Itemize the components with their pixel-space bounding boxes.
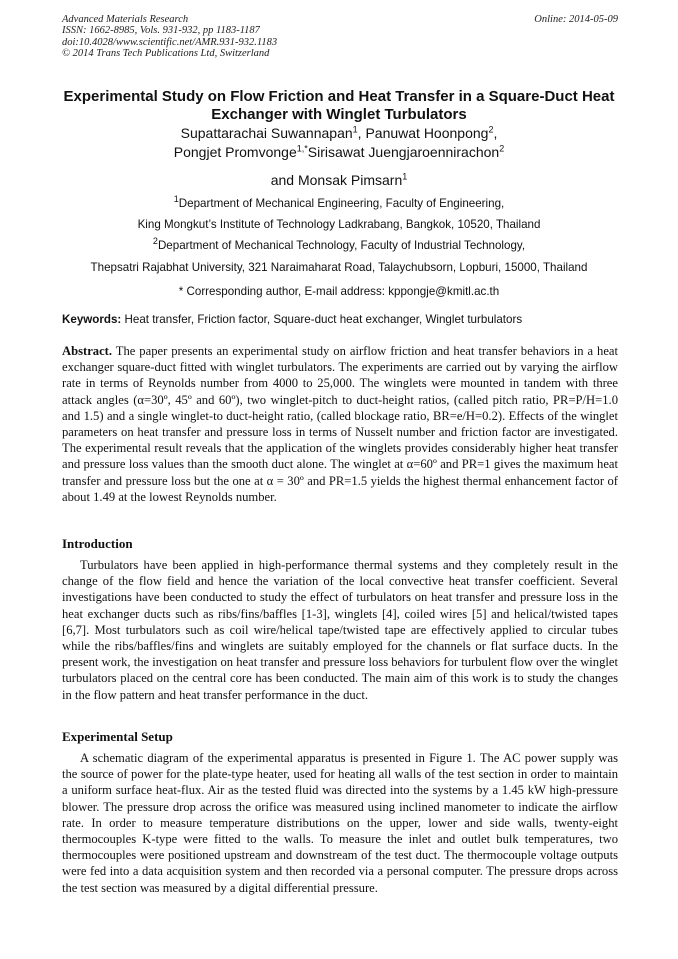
author-separator: , bbox=[493, 125, 498, 141]
affiliations bbox=[30, 193, 648, 278]
affiliation-1-address: King Mongkut’s Institute of Technology Ladkrabang, Bangkok, 10520, Thailand bbox=[137, 218, 541, 232]
section-heading-experimental-setup: Experimental Setup bbox=[62, 729, 173, 744]
keywords bbox=[62, 313, 618, 326]
author-separator: , bbox=[357, 125, 366, 141]
abstract-label: Abstract. bbox=[62, 344, 113, 358]
author-conjunction: and bbox=[270, 172, 298, 188]
author-affil-mark: 2 bbox=[488, 124, 494, 135]
author-affil-mark: 1,* bbox=[296, 143, 308, 154]
section-heading-introduction: Introduction bbox=[62, 536, 133, 551]
affiliation-text: Department of Mechanical Engineering, Faculty of Engineering, bbox=[178, 197, 505, 210]
copyright-line: © 2014 Trans Tech Publications Ltd, Switzerland bbox=[62, 47, 270, 59]
author-affil-mark: 1 bbox=[402, 171, 408, 182]
abstract bbox=[62, 343, 618, 505]
affiliation-text: Department of Mechanical Technology, Faculty of Industrial Technology, bbox=[157, 239, 526, 253]
author-name: Supattarachai Suwannapan bbox=[180, 125, 353, 141]
affiliation-1 bbox=[30, 193, 648, 214]
introduction-paragraph: Turbulators have been applied in high-performance thermal systems and they completely result in the change of the flow field and hence the variation of the local convective heat transfer coefficient. Several investigations have been conducted to study the effect of turbulators on heat transfer and pressure loss in the heat exchanger ducts such as ribs/fins/baffles [1-3], winglets [4], coiled wires [5] and helical/twisted tapes [6,7]. Most turbulators such as coil wire/helical tape/twisted tape are effectively applied to circular tubes while the ribs/baffles/fins and winglets are suitably employed for the channels or flat surface ducts. In the present work, the investigation on heat transfer and pressure loss behaviors for turbulent flow over the winglet turbulators placed on the central core has been conducted. The main aim of this work is to study the changes in the flow pattern and heat transfer performance in the duct. bbox=[62, 558, 618, 702]
affiliation-2-address: Thepsatri Rajabhat University, 321 Naraimaharat Road, Talaychubsorn, Lopburi, 15000, Thailand bbox=[90, 260, 588, 274]
doi-line: doi:10.4028/www.scientific.net/AMR.931-932.1183 bbox=[62, 36, 278, 48]
abstract-text: The paper presents an experimental study on airflow friction and heat transfer behaviors in a heat exchanger square-duct fitted with winglet turbulators. The experiments are carried out by varying the airflow rate in terms of Reynolds number from 4000 to 25,000. The winglets were mounted in tandem with three attack angles (α=30º, 45º and 60º), two winglet-pitch to duct-height ratios, (called pitch ratio, PR=P/H=1.0 and 1.5) and a single winglet-to duct-height ratio, (called blockage ratio, BR=e/H=0.2). Effects of the winglet parameters on heat transfer and pressure loss in terms of Nusselt number and friction factor are investigated. The experimental result reveals that the application of the winglets provides considerably higher heat transfer and pressure loss values than the smooth duct alone. The winglet at α=60º and PR=1 gives the maximum heat transfer and pressure loss but the one at α = 30º and PR=1.5 yields the highest thermal enhancement factor of about 1.49 at the lowest Reynolds number. bbox=[62, 344, 618, 504]
experimental-setup-paragraph: A schematic diagram of the experimental apparatus is presented in Figure 1. The AC power supply was the source of power for the plate-type heater, used for heating all walls of the test section in order to maintain a uniform surface heat-flux. Air as the tested fluid was directed into the systems by a 1.45 kW high-pressure blower. The pressure drop across the orifice was measured using inclined manometer to indicate the airflow rate. In order to measure temperature distributions on the upper, lower and side walls, twenty-eight thermocouples K-type were fitted to the walls. To measure the inlet and outlet bulk temperatures, two thermocouples were positioned upstream and downstream of the test duct. The thermocouple voltage outputs were fed into a data acquisition system and then recorded via a personal computer. The pressure drops across the test section was measured by a digital differential pressure. bbox=[62, 751, 618, 895]
affiliation-mark: 1 bbox=[173, 194, 179, 205]
affiliation-2 bbox=[30, 235, 648, 256]
keywords-label: Keywords: bbox=[62, 313, 122, 326]
author-name: Pongjet Promvonge bbox=[173, 144, 297, 160]
author-name: Monsak Pimsarn bbox=[297, 172, 403, 188]
author-affil-mark: 1 bbox=[352, 124, 358, 135]
author-name: Sirisawat Juengjaroennirachon bbox=[307, 144, 500, 160]
online-date: Online: 2014-05-09 bbox=[534, 14, 618, 25]
corresponding-author: * Corresponding author, E-mail address: kppongje@kmitl.ac.th bbox=[178, 285, 500, 298]
author-name: Panuwat Hoonpong bbox=[365, 125, 489, 141]
journal-name: Advanced Materials Research bbox=[62, 14, 189, 25]
journal-header bbox=[62, 14, 618, 59]
affiliation-mark: 2 bbox=[152, 236, 158, 247]
author-list bbox=[40, 124, 638, 190]
issn-line: ISSN: 1662-8985, Vols. 931-932, pp 1183-1187 bbox=[62, 25, 260, 37]
keywords-text: Heat transfer, Friction factor, Square-duct heat exchanger, Winglet turbulators bbox=[121, 313, 523, 326]
author-affil-mark: 2 bbox=[499, 143, 505, 154]
paper-title: Experimental Study on Flow Friction and Heat Transfer in a Square-Duct Heat Exchanger with Winglet Turbulators bbox=[63, 88, 615, 123]
